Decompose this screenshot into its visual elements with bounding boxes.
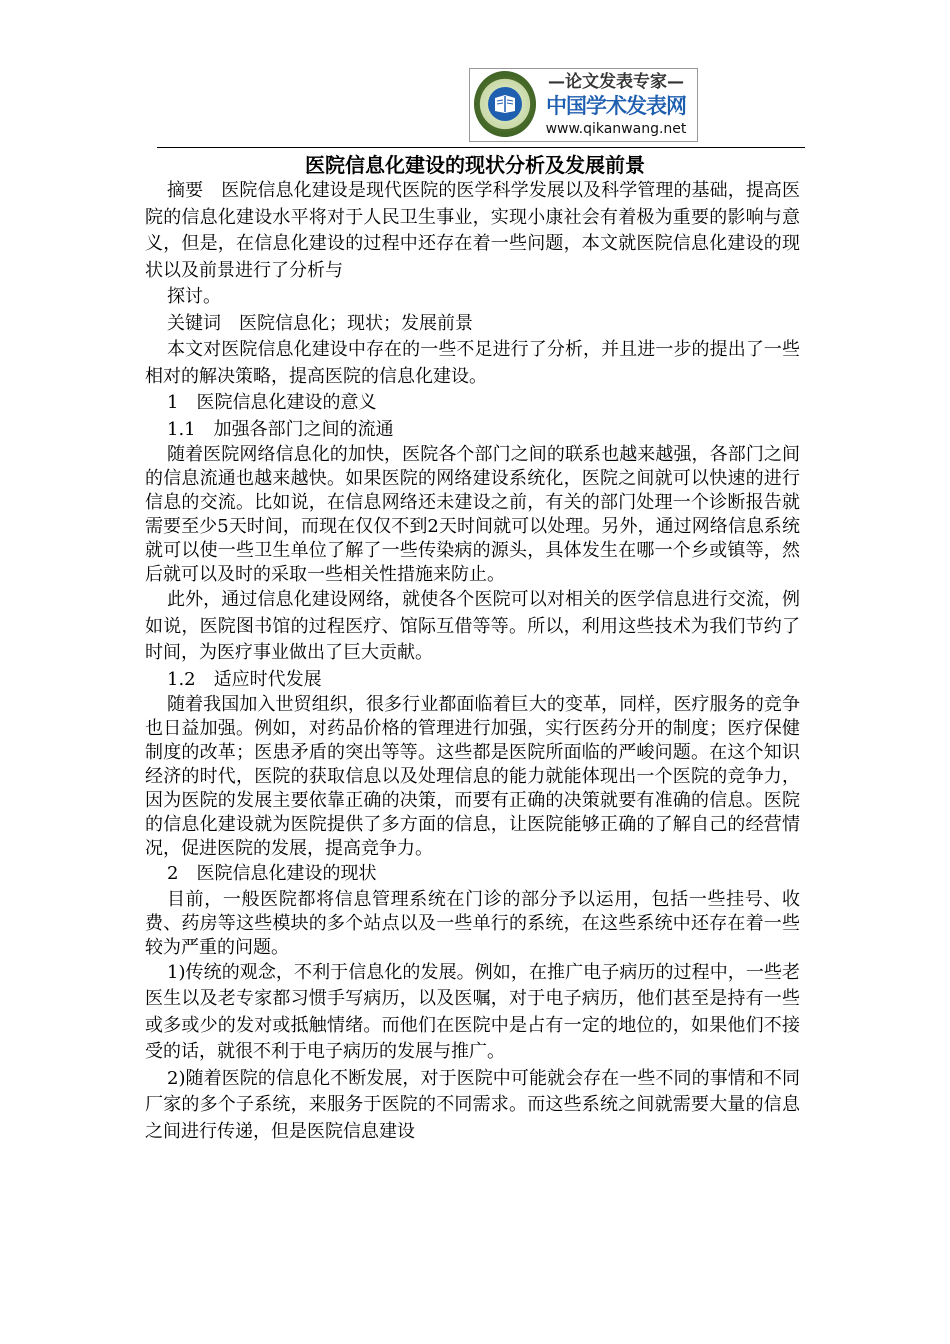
section-1-1-paragraph-1: 随着医院网络信息化的加快，医院各个部门之间的联系也越来越强，各部门之间的信息流通也越来越快。如果医院的网络建设系统化，医院之间就可以快速的进行信息的交流。比如说，在信息网络还未建设之前，有关的部门处理一个诊断报告就需要至少5天时间，而现在仅仅不到2天时间就可以处理。另外，通过网络信息系统就可以使一些卫生单位了解了一些传染病的源头，具体发生在哪一个乡或镇等，然后就可以及时的采取一些相关性措施来防止。 [145,444,800,585]
logo-slogan: —论文发表专家— [548,72,684,92]
article-title: 医院信息化建设的现状分析及发展前景 [305,153,645,177]
section-2-paragraph-1: 目前，一般医院都将信息管理系统在门诊的部分予以运用，包括一些挂号、收费、药房等这些模块的多个站点以及一些单行的系统，在这些系统中还存在着一些较为严重的问题。 [145,888,800,958]
article-body [145,178,800,1145]
section-2-item-1: 1)传统的观念，不利于信息化的发展。例如，在推广电子病历的过程中，一些老医生以及老专家都习惯手写病历，以及医嘱，对于电子病历，他们甚至是持有一些或多或少的发对或抵触情绪。而他们在医院中是占有一定的地位的，如果他们不接受的话，就很不利于电子病历的发展与推广。 [145,961,800,1062]
keywords-line: 关键词 医院信息化；现状；发展前景 [167,312,473,334]
abstract-paragraph: 摘要 医院信息化建设是现代医院的医学科学发展以及科学管理的基础，提高医院的信息化建设水平将对于人民卫生事业，实现小康社会有着极为重要的影响与意义，但是，在信息化建设的过程中还存在着一些问题，本文就医院信息化建设的现状以及前景进行了分析与 [145,180,800,281]
section-2-heading: 2 医院信息化建设的现状 [167,863,377,884]
site-logo [469,68,698,142]
section-2-item-2: 2)随着医院的信息化不断发展，对于医院中可能就会存在一些不同的事情和不同厂家的多个子系统，来服务于医院的不同需求。而这些系统之间就需要大量的信息之间进行传递，但是医院信息建设 [145,1067,800,1142]
section-1-1-heading: 1.1 加强各部门之间的流通 [167,418,394,440]
logo-site-name: 中国学术发表网 [546,94,686,118]
logo-url: www.qikanwang.net [545,121,687,137]
section-1-2-paragraph-1: 随着我国加入世贸组织，很多行业都面临着巨大的变革，同样，医疗服务的竞争也日益加强。例如，对药品价格的管理进行加强，实行医药分开的制度；医疗保健制度的改革；医患矛盾的突出等等。这些都是医院所面临的严峻问题。在这个知识经济的时代，医院的获取信息以及处理信息的能力就能体现出一个医院的竞争力，因为医院的发展主要依靠正确的决策，而要有正确的决策就要有准确的信息。医院的信息化建设就为医院提供了多方面的信息，让医院能够正确的了解自己的经营情况，促进医院的发展，提高竞争力。 [145,694,800,859]
section-1-heading: 1 医院信息化建设的意义 [167,392,377,413]
emblem-icon [474,71,536,137]
section-1-1-paragraph-2: 此外，通过信息化建设网络，就使各个医院可以对相关的医学信息进行交流，例如说，医院图书馆的过程医疗、馆际互借等等。所以，利用这些技术为我们节约了时间，为医疗事业做出了巨大贡献。 [145,589,800,663]
section-1-2-heading: 1.2 适应时代发展 [167,668,322,690]
intro-paragraph: 本文对医院信息化建设中存在的一些不足进行了分析，并且进一步的提出了一些相对的解决策略，提高医院的信息化建设。 [145,339,800,387]
header-divider [157,147,805,148]
abstract-tail: 探讨。 [167,286,221,307]
